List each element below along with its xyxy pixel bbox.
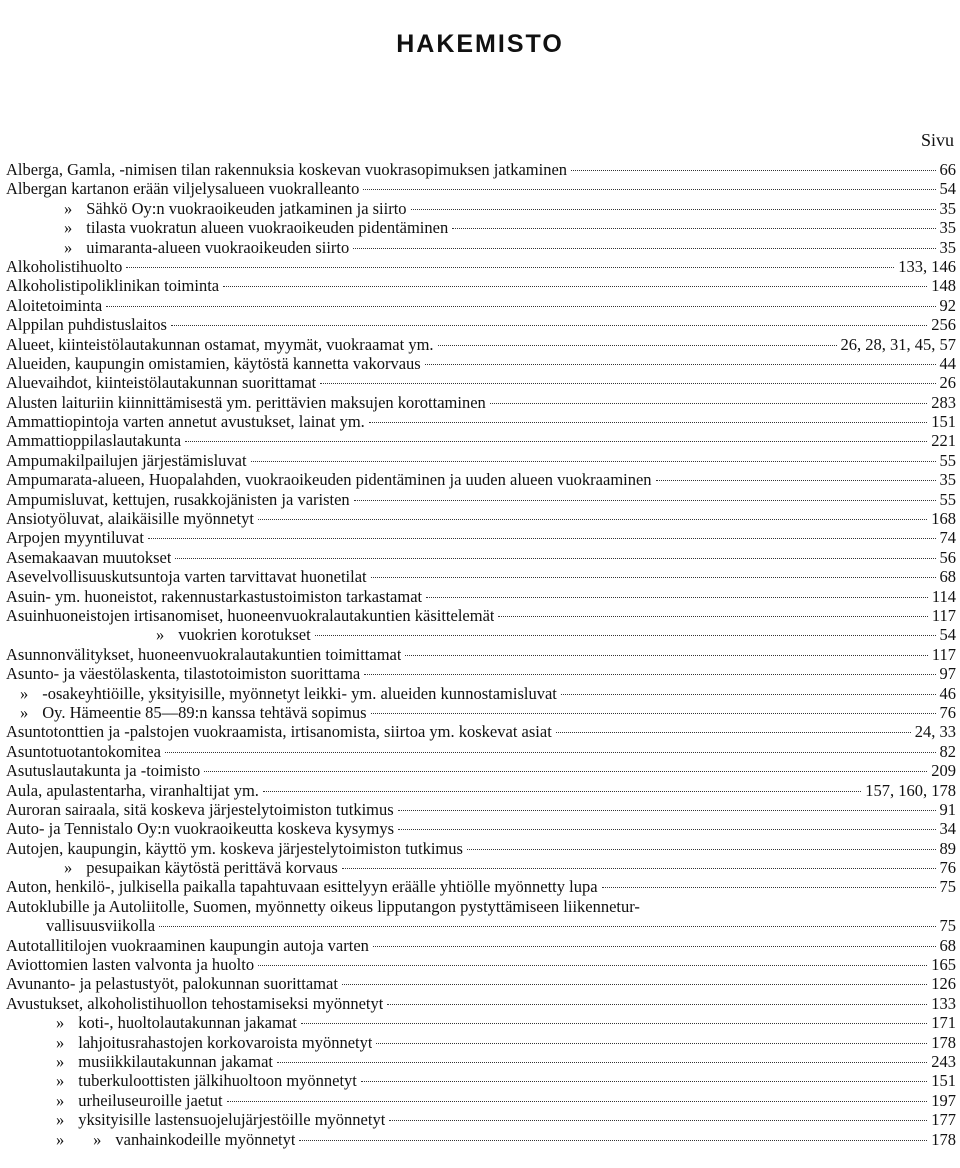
index-entry xyxy=(6,296,956,315)
entry-text: Alueet, kiinteistölautakunnan ostamat, myymät, vuokraamat ym. xyxy=(6,334,434,354)
dot-leader xyxy=(656,479,936,481)
page-numbers: 165 xyxy=(931,955,956,975)
page-numbers: 75 xyxy=(939,877,956,897)
dot-leader xyxy=(371,576,936,578)
index-entry xyxy=(6,257,956,276)
page-numbers: 221 xyxy=(931,431,956,451)
page-numbers: 35 xyxy=(939,218,956,238)
dot-leader xyxy=(405,654,927,656)
index-entry xyxy=(6,742,956,761)
page-numbers: 178 xyxy=(931,1129,956,1149)
dot-leader xyxy=(361,1080,927,1082)
entry-text: Asunnonvälitykset, huoneenvuokralautakuntien toimittamat xyxy=(6,644,402,664)
dot-leader xyxy=(373,945,936,947)
entry-text: vanhainkodeille myönnetyt xyxy=(115,1129,296,1149)
entry-text: lahjoitusrahastojen korkovaroista myönnetyt xyxy=(78,1032,373,1052)
page-numbers: 76 xyxy=(939,858,956,878)
dot-leader xyxy=(148,537,936,539)
entry-text: Autojen, kaupungin, käyttö ym. koskeva järjestelytoimiston tutkimus xyxy=(6,838,463,858)
dot-leader xyxy=(251,460,936,462)
page-numbers: 76 xyxy=(939,702,956,722)
index-entry xyxy=(6,955,956,974)
dot-leader xyxy=(411,208,936,210)
ditto-mark: » xyxy=(20,702,29,722)
index-entry xyxy=(6,354,956,373)
index-entry xyxy=(6,179,956,198)
entry-text: Asunto- ja väestölaskenta, tilastotoimiston suorittama xyxy=(6,664,361,684)
index-list xyxy=(6,160,956,1149)
dot-leader xyxy=(227,1100,928,1102)
index-entry xyxy=(6,567,956,586)
ditto-mark: » » xyxy=(56,1129,102,1149)
entry-text: Ammattiopintoja varten annetut avustukset, lainat ym. xyxy=(6,412,365,432)
index-entry xyxy=(6,490,956,509)
entry-text: Ansiotyöluvat, alaikäisille myönnetyt xyxy=(6,509,254,529)
page-numbers: 44 xyxy=(939,353,956,373)
page-numbers: 148 xyxy=(931,276,956,296)
index-entry xyxy=(6,393,956,412)
page-numbers: 82 xyxy=(939,741,956,761)
page-numbers: 54 xyxy=(939,625,956,645)
page-numbers: 133 xyxy=(931,993,956,1013)
entry-text: Asevelvollisuuskutsuntoja varten tarvittavat huonetilat xyxy=(6,567,367,587)
index-entry xyxy=(6,819,956,838)
ditto-mark: » xyxy=(56,1051,65,1071)
entry-text: Alkoholistipoliklinikan toiminta xyxy=(6,276,220,296)
dot-leader xyxy=(204,770,927,772)
entry-text: Autoklubille ja Autoliitolle, Suomen, myönnetty oikeus lipputangon pystyttämiseen liikennetur- xyxy=(6,896,640,916)
dot-leader xyxy=(185,440,927,442)
page-numbers: 75 xyxy=(939,916,956,936)
ditto-mark: » xyxy=(64,198,73,218)
entry-text: Aloitetoiminta xyxy=(6,295,103,315)
index-entry xyxy=(6,800,956,819)
entry-text: uimaranta-alueen vuokraoikeuden siirto xyxy=(86,237,350,257)
dot-leader xyxy=(353,247,935,249)
index-entry xyxy=(6,199,956,218)
page-numbers: 256 xyxy=(931,315,956,335)
index-entry xyxy=(6,335,956,354)
index-entry xyxy=(6,781,956,800)
ditto-mark: » xyxy=(156,625,165,645)
index-entry xyxy=(6,606,956,625)
page-numbers: 56 xyxy=(939,547,956,567)
index-entry xyxy=(6,470,956,489)
ditto-mark: » xyxy=(64,858,73,878)
dot-leader xyxy=(498,615,927,617)
page-numbers: 26 xyxy=(939,373,956,393)
entry-text: tilasta vuokratun alueen vuokraoikeuden pidentäminen xyxy=(86,218,449,238)
index-entry xyxy=(6,1071,956,1090)
page-numbers: 126 xyxy=(931,974,956,994)
dot-leader xyxy=(342,983,927,985)
index-entry xyxy=(6,625,956,644)
page-numbers: 151 xyxy=(931,412,956,432)
index-entry xyxy=(6,897,956,916)
index-entry xyxy=(6,412,956,431)
page-numbers: 35 xyxy=(939,470,956,490)
entry-text: Aviottomien lasten valvonta ja huolto xyxy=(6,955,255,975)
page-numbers: 157, 160, 178 xyxy=(865,780,956,800)
index-entry xyxy=(6,839,956,858)
dot-leader xyxy=(452,227,935,229)
dot-leader xyxy=(165,751,936,753)
dot-leader xyxy=(315,634,936,636)
index-entry xyxy=(6,160,956,179)
dot-leader xyxy=(342,867,936,869)
dot-leader xyxy=(369,421,927,423)
index-entry xyxy=(6,858,956,877)
dot-leader xyxy=(258,518,927,520)
dot-leader xyxy=(438,344,837,346)
page-numbers: 209 xyxy=(931,761,956,781)
dot-leader xyxy=(171,324,927,326)
index-entry xyxy=(6,916,956,935)
index-entry xyxy=(6,1013,956,1032)
entry-text: Alkoholistihuolto xyxy=(6,256,123,276)
dot-leader xyxy=(571,169,935,171)
page-numbers: 24, 33 xyxy=(914,722,956,742)
dot-leader xyxy=(425,363,936,365)
entry-text: Alppilan puhdistuslaitos xyxy=(6,315,167,335)
index-entry xyxy=(6,451,956,470)
index-entry xyxy=(6,1110,956,1129)
dot-leader xyxy=(106,305,935,307)
dot-leader xyxy=(277,1061,927,1063)
index-entry xyxy=(6,315,956,334)
entry-text: Alueiden, kaupungin omistamien, käytöstä kannetta vakorvaus xyxy=(6,353,421,373)
page-numbers: 55 xyxy=(939,489,956,509)
ditto-mark: » xyxy=(64,218,73,238)
page-numbers: 66 xyxy=(939,160,956,179)
entry-text: Arpojen myyntiluvat xyxy=(6,528,144,548)
entry-text: Sähkö Oy:n vuokraoikeuden jatkaminen ja siirto xyxy=(86,198,407,218)
index-entry xyxy=(6,877,956,896)
entry-text: Asuntotonttien ja -palstojen vuokraamista, irtisanomista, siirtoa ym. koskevat asiat xyxy=(6,722,552,742)
page-numbers: 35 xyxy=(939,198,956,218)
index-entry xyxy=(6,431,956,450)
page-numbers: 68 xyxy=(939,935,956,955)
page-numbers: 133, 146 xyxy=(898,256,956,276)
page-numbers: 97 xyxy=(939,664,956,684)
index-entry xyxy=(6,684,956,703)
index-entry xyxy=(6,373,956,392)
page-column-header: Sivu xyxy=(920,130,954,150)
entry-text: Auroran sairaala, sitä koskeva järjestelytoimiston tutkimus xyxy=(6,799,394,819)
dot-leader xyxy=(389,1119,927,1121)
index-entry xyxy=(6,994,956,1013)
entry-text: Asemakaavan muutokset xyxy=(6,547,172,567)
page-numbers: 34 xyxy=(939,819,956,839)
dot-leader xyxy=(320,382,935,384)
dot-leader xyxy=(467,848,936,850)
page-numbers: 74 xyxy=(939,528,956,548)
index-entry xyxy=(6,548,956,567)
page-numbers: 117 xyxy=(931,605,956,625)
dot-leader xyxy=(223,285,927,287)
index-entry xyxy=(6,664,956,683)
dot-leader xyxy=(556,731,911,733)
dot-leader xyxy=(371,712,936,714)
entry-text: Alberga, Gamla, -nimisen tilan rakennuksia koskevan vuokrasopimuksen jatkaminen xyxy=(6,160,568,179)
entry-text: musiikkilautakunnan jakamat xyxy=(78,1051,273,1071)
index-entry xyxy=(6,1091,956,1110)
index-entry xyxy=(6,587,956,606)
entry-text: Ammattioppilaslautakunta xyxy=(6,431,182,451)
entry-text: Avunanto- ja pelastustyöt, palokunnan suorittamat xyxy=(6,974,338,994)
index-entry xyxy=(6,722,956,741)
entry-text: vallisuusviikolla xyxy=(46,916,156,936)
entry-text: Autotallitilojen vuokraaminen kaupungin autoja varten xyxy=(6,935,369,955)
page-numbers: 46 xyxy=(939,683,956,703)
entry-text: Oy. Hämeentie 85—89:n kanssa tehtävä sopimus xyxy=(42,702,367,722)
dot-leader xyxy=(602,886,936,888)
index-entry xyxy=(6,703,956,722)
dot-leader xyxy=(387,1003,927,1005)
entry-text: yksityisille lastensuojelujärjestöille myönnetyt xyxy=(78,1110,386,1130)
entry-text: Aluevaihdot, kiinteistölautakunnan suorittamat xyxy=(6,373,317,393)
entry-text: Aula, apulastentarha, viranhaltijat ym. xyxy=(6,780,259,800)
entry-text: Asuin- ym. huoneistot, rakennustarkastustoimiston tarkastamat xyxy=(6,586,423,606)
entry-text: koti-, huoltolautakunnan jakamat xyxy=(78,1013,297,1033)
dot-leader xyxy=(301,1022,927,1024)
index-entry xyxy=(6,1130,956,1149)
page-title: HAKEMISTO xyxy=(396,30,564,58)
dot-leader xyxy=(561,693,936,695)
index-entry xyxy=(6,238,956,257)
dot-leader xyxy=(398,809,936,811)
entry-text: vuokrien korotukset xyxy=(178,625,311,645)
entry-text: Auton, henkilö-, julkisella paikalla tapahtuvaan esittelyyn eräälle yhtiölle myönnetty lupa xyxy=(6,877,598,897)
entry-text: Alusten laituriin kiinnittämisestä ym. perittävien maksujen korottaminen xyxy=(6,392,486,412)
entry-text: Asutuslautakunta ja -toimisto xyxy=(6,761,201,781)
entry-text: Auto- ja Tennistalo Oy:n vuokraoikeutta koskeva kysymys xyxy=(6,819,395,839)
entry-text: Ampumarata-alueen, Huopalahden, vuokraoikeuden pidentäminen ja uuden alueen vuokraaminen xyxy=(6,470,652,490)
page-numbers: 243 xyxy=(931,1051,956,1071)
page-numbers: 117 xyxy=(931,644,956,664)
page-numbers: 92 xyxy=(939,295,956,315)
page-numbers: 35 xyxy=(939,237,956,257)
page-numbers: 171 xyxy=(931,1013,956,1033)
page-numbers: 177 xyxy=(931,1110,956,1130)
entry-text: Asuntotuotantokomitea xyxy=(6,741,161,761)
entry-text: Avustukset, alkoholistihuollon tehostamiseksi myönnetyt xyxy=(6,993,384,1013)
index-entry xyxy=(6,936,956,955)
index-entry xyxy=(6,645,956,664)
page-numbers: 55 xyxy=(939,450,956,470)
entry-text: tuberkuloottisten jälkihuoltoon myönnetyt xyxy=(78,1071,357,1091)
page-numbers: 68 xyxy=(939,567,956,587)
index-entry xyxy=(6,974,956,993)
dot-leader xyxy=(258,964,927,966)
page-numbers: 178 xyxy=(931,1032,956,1052)
dot-leader xyxy=(126,266,894,268)
page-numbers: 151 xyxy=(931,1071,956,1091)
entry-text: Albergan kartanon erään viljelysalueen vuokralleanto xyxy=(6,179,360,199)
index-entry xyxy=(6,528,956,547)
dot-leader xyxy=(376,1042,927,1044)
page-numbers: 26, 28, 31, 45, 57 xyxy=(840,334,956,354)
ditto-mark: » xyxy=(56,1032,65,1052)
ditto-mark: » xyxy=(56,1090,65,1110)
entry-text: Ampumisluvat, kettujen, rusakkojänisten ja varisten xyxy=(6,489,350,509)
ditto-mark: » xyxy=(56,1110,65,1130)
dot-leader xyxy=(175,557,935,559)
index-entry xyxy=(6,509,956,528)
dot-leader xyxy=(398,828,935,830)
dot-leader xyxy=(354,499,936,501)
entry-text: Asuinhuoneistojen irtisanomiset, huoneenvuokralautakuntien käsittelemät xyxy=(6,605,495,625)
entry-text: urheiluseuroille jaetut xyxy=(78,1090,223,1110)
entry-text: Ampumakilpailujen järjestämisluvat xyxy=(6,450,247,470)
dot-leader xyxy=(490,402,927,404)
dot-leader xyxy=(363,188,935,190)
dot-leader xyxy=(426,596,928,598)
ditto-mark: » xyxy=(56,1013,65,1033)
page-numbers: 283 xyxy=(931,392,956,412)
page-numbers: 197 xyxy=(931,1090,956,1110)
dot-leader xyxy=(159,925,935,927)
index-entry xyxy=(6,218,956,237)
dot-leader xyxy=(263,790,861,792)
page-numbers: 114 xyxy=(931,586,956,606)
ditto-mark: » xyxy=(64,237,73,257)
index-entry xyxy=(6,1052,956,1071)
ditto-mark: » xyxy=(20,683,29,703)
page-numbers: 89 xyxy=(939,838,956,858)
dot-leader xyxy=(299,1139,927,1141)
ditto-mark: » xyxy=(56,1071,65,1091)
index-entry xyxy=(6,1033,956,1052)
page-numbers: 168 xyxy=(931,509,956,529)
index-entry xyxy=(6,276,956,295)
page-numbers: 54 xyxy=(939,179,956,199)
entry-text: -osakeyhtiöille, yksityisille, myönnetyt leikki- ym. alueiden kunnostamisluvat xyxy=(42,683,557,703)
index-entry xyxy=(6,761,956,780)
page-numbers: 91 xyxy=(939,799,956,819)
dot-leader xyxy=(364,673,935,675)
entry-text: pesupaikan käytöstä perittävä korvaus xyxy=(86,858,338,878)
